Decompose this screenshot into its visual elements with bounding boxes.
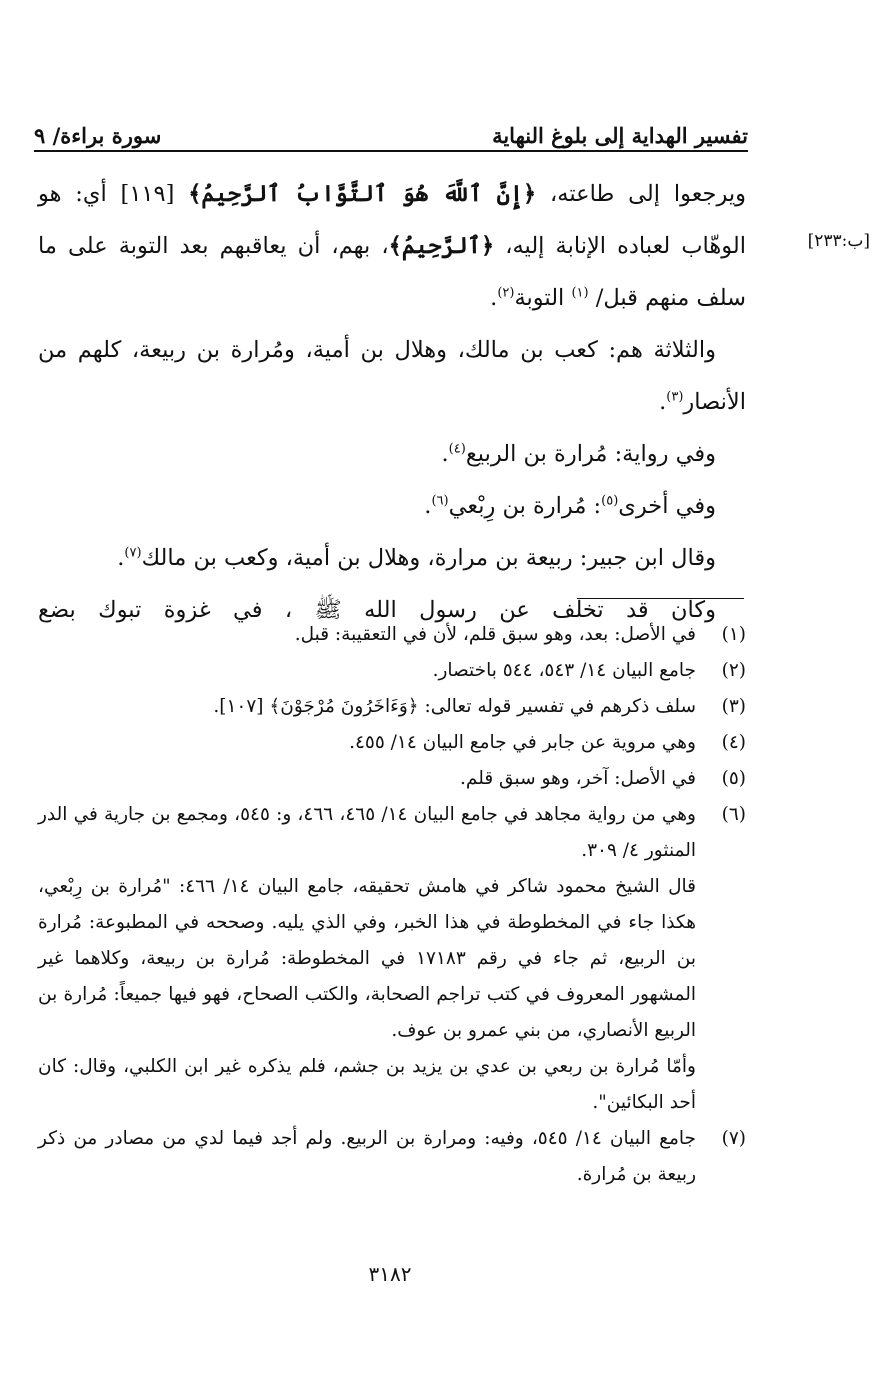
paragraph-4 (38, 480, 746, 532)
footnote-number: (٣) (721, 696, 746, 717)
quran-verse: ﴿إِنَّ ٱللَّهَ هُوَ ٱلتَّوَّابُ ٱلرَّحِيمُ﴾ (188, 181, 537, 207)
footnote-item (38, 689, 746, 725)
footnotes (38, 617, 746, 1193)
footnote-text: وهي مروية عن جابر في جامع البيان ١٤/ ٤٥٥. (349, 732, 696, 753)
footnote-ref[interactable]: (٥) (601, 493, 619, 509)
footnote-number: (٤) (721, 732, 746, 753)
surah-label: سورة براءة/ ٩ (34, 123, 162, 148)
footnote-ref[interactable]: (٦) (431, 493, 449, 509)
text-run: ، بهم، أن يعاقبهم بعد التوبة على ما سلف منهم قبل/ (38, 233, 746, 311)
quran-verse: ﴿ٱلرَّحِيمُ﴾ (388, 233, 495, 259)
book-title: تفسير الهداية إلى بلوغ النهاية (492, 123, 748, 148)
text-run: : مُرارة بن رِبْعي (448, 493, 602, 519)
footnote-number: (٥) (721, 768, 746, 789)
main-text (38, 168, 746, 636)
footnote-number: (٧) (721, 1128, 746, 1149)
footnote-text: جامع البيان ١٤/ ٥٤٥، وفيه: ومرارة بن الربيع. ولم أجد فيما لدي من مصادر من ذكر ربيعة بن مُرارة. (38, 1128, 696, 1185)
footnote-item (38, 653, 746, 689)
paragraph-5 (38, 532, 746, 584)
running-header (34, 112, 748, 148)
text-run: . (424, 493, 432, 519)
text-run: وكان قد تخلف عن رسول الله ﷺ ، في غزوة تبوك بضع (38, 597, 716, 623)
header-rule (34, 150, 748, 152)
text-run: . (117, 545, 125, 571)
footnote-ref[interactable]: (٣) (666, 389, 684, 405)
footnote-continuation: قال الشيخ محمود شاكر في هامش تحقيقه، جامع البيان ١٤/ ٤٦٦: "مُرارة بن رِبْعي، هكذا جاء في المخطوطة في هذا الخبر، وفي الذي يليه. وصححه في المطبوعة: مُرارة بن الربيع، ثم جاء في رقم ١٧١٨٣ في المخطوطة: مُرارة بن ربيعة، وكلاهما غير المشهور المعروف في كتب تراجم الصحابة، والكتب الصحاح، فهو فيها جميعاً: مُرارة بن الربيع الأنصاري، من بني عمرو بن عوف. (38, 876, 696, 1041)
footnote-text: سلف ذكرهم في تفسير قوله تعالى: ﴿وَءَاخَرُونَ مُرْجَوْنَ﴾ [١٠٧]. (213, 696, 696, 717)
paragraph-1 (38, 168, 746, 324)
text-run: والثلاثة هم: كعب بن مالك، وهلال بن أمية، ومُرارة بن ربيعة، كلهم من الأنصار (38, 337, 746, 415)
page-number: ٣١٨٢ (368, 1262, 412, 1286)
footnote-number: (٢) (721, 660, 746, 681)
footnote-ref[interactable]: (٤) (448, 441, 466, 457)
footnote-text: في الأصل: بعد، وهو سبق قلم، لأن في التعقيبة: قبل. (294, 624, 696, 645)
manuscript-margin-note: [ب:٢٣٣] (807, 231, 870, 251)
footnote-ref[interactable]: (١) (571, 285, 589, 301)
footnote-item (38, 617, 746, 653)
text-run: . (659, 389, 667, 415)
text-run: . (441, 441, 449, 467)
footnote-text: وهي من رواية مجاهد في جامع البيان ١٤/ ٤٦٥، ٤٦٦، و: ٥٤٥، ومجمع بن جارية في الدر المنثور ٤/ ٣٠٩. (38, 804, 696, 861)
footnote-item (38, 1121, 746, 1193)
footnote-item (38, 761, 746, 797)
text-run: . (490, 285, 498, 311)
footnote-continuation: وأمّا مُرارة بن ربعي بن عدي بن يزيد بن جشم، فلم يذكره غير ابن الكلبي، وقال: كان أحد البكائين". (38, 1056, 696, 1113)
footnote-number: (١) (721, 624, 746, 645)
footnote-number: (٦) (721, 804, 746, 825)
text-run: وقال ابن جبير: ربيعة بن مرارة، وهلال بن أمية، وكعب بن مالك (141, 545, 716, 571)
footnote-separator (577, 598, 744, 599)
text-run: وفي رواية: مُرارة بن الربيع (465, 441, 716, 467)
footnote-ref[interactable]: (٢) (497, 285, 515, 301)
footnote-item (38, 725, 746, 761)
paragraph-2 (38, 324, 746, 428)
text-run: ويرجعوا إلى طاعته، (536, 181, 746, 207)
footnote-text: جامع البيان ١٤/ ٥٤٣، ٥٤٤ باختصار. (432, 660, 696, 681)
footnote-ref[interactable]: (٧) (124, 545, 142, 561)
footnote-text: في الأصل: آخر، وهو سبق قلم. (460, 768, 696, 789)
text-run: التوبة (514, 285, 572, 311)
paragraph-3 (38, 428, 746, 480)
footnote-item (38, 797, 746, 869)
text-run: [١١٩] أي: هو الوهّاب لعباده الإنابة إليه، (38, 181, 746, 259)
text-run: وفي أخرى (618, 493, 716, 519)
